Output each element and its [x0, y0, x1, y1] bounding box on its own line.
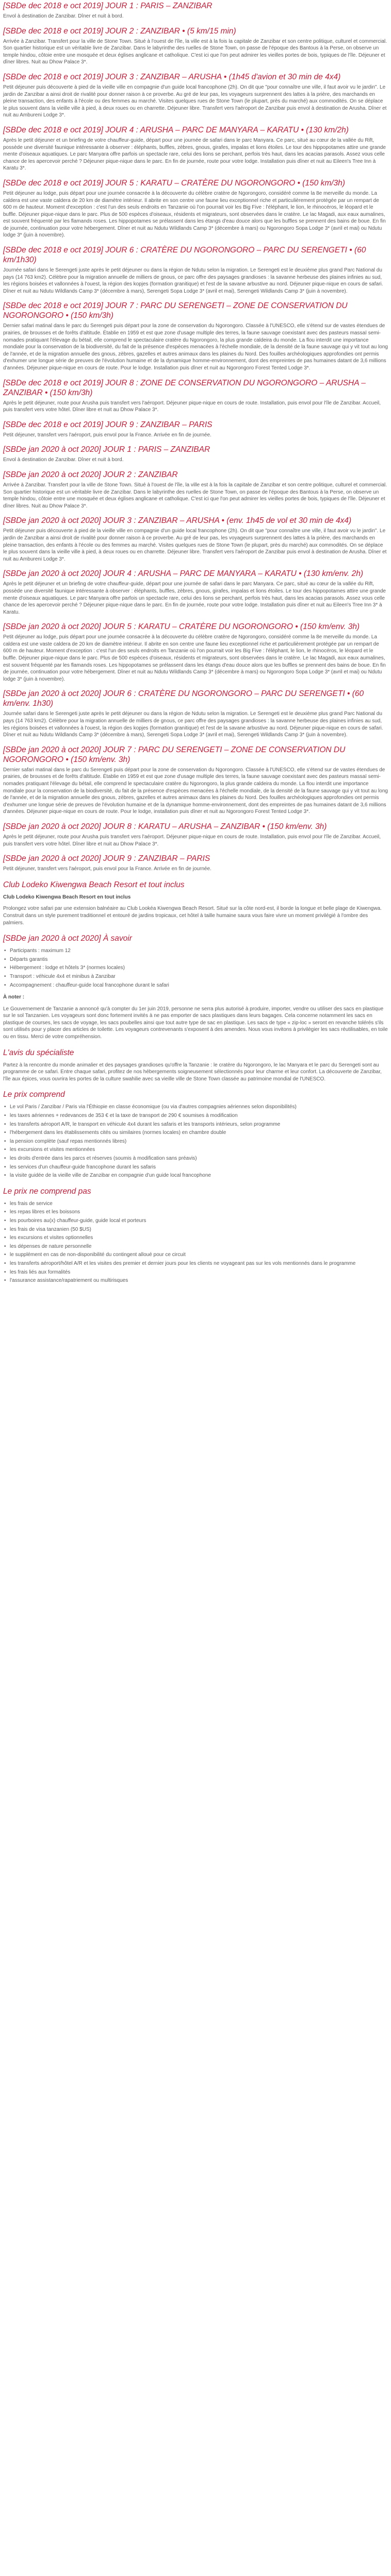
- list-item: [3, 1164, 388, 1171]
- day-description: Arrivée à Zanzibar. Transfert pour la ville de Stone Town. Situé à l'ouest de l'île, la ville est à la fois la capitale de Zanzibar et son centre politique, culturel et commercial. Son quartier historique est un véritable livre de Zanzibar. Dans le labyrinthe des ruelles de Stone Town, on passe de l'époque des Bantous à la Perse, on observe un temple hindou, côtoie entre une mosquée et deux églises anglicane et catholique. C'est ici que l'on peut admirer les vieilles portes de bois, typiques de l'île. Déjeuner et dîner libres. Nuit au Dhow Palace 3*.: [3, 38, 387, 65]
- list-item-text: les droits d'entrée dans les parcs et réserves (soumis à modification sans préavis): [10, 1156, 197, 1161]
- day-title: [SBDe dec 2018 e oct 2019] JOUR 8 : ZONE DE CONSERVATION DU NGORONGORO – ARUSHA – ZANZIBAR • (150 km/3h): [3, 378, 366, 397]
- avis-text: Partez à la rencontre du monde animalier et des paysages grandioses qu'offre la Tanzanie : le cratère du Ngorongoro, le lac Manyara et le parc du Serengeti sont au programme de ce safari. Entre chaque safari, profitez de nos hébergements soigneusement sélectionnés pour leur charme et leur confort. La découverte de Zanzibar, l'île aux épices, vous ouvrira les portes de la culture swahilie avec sa vieille ville de Stone Town classée au patrimoine mondial de l'UNESCO.: [3, 1062, 382, 1082]
- bullet-icon: •: [4, 1243, 6, 1249]
- day-title: [SBDe jan 2020 à oct 2020] JOUR 3 : ZANZIBAR – ARUSHA • (env. 1h45 de vol et 30 min de 4x4): [3, 516, 352, 526]
- list-item-text: Hébergement : lodge et hôtels 3* (normes locales): [10, 965, 125, 971]
- list-item-text: les pourboires au(x) chauffeur-guide, guide local et porteurs: [10, 1217, 146, 1224]
- itinerary-day: [3, 854, 388, 873]
- prix-comprend-pas-title: Le prix ne comprend pas: [3, 1187, 91, 1196]
- day-description: Envol à destination de Zanzibar. Dîner et nuit à bord.: [3, 13, 124, 19]
- list-item: [3, 947, 388, 955]
- itinerary-day: [3, 445, 388, 464]
- bullet-icon: •: [4, 982, 6, 988]
- day-description: Dernier safari matinal dans le parc du Serengeti puis départ pour la zone de conservation du Ngorongoro. Classée à l'UNESCO, elle s'étend sur de vastes étendues de prairies, de brousses et de forêts d'altitude. Établie en 1959 et est que zone d'usage multiple des terres, la faune sauvage coexistant avec des pasteurs massaï semi-nomades pratiquant l'élevage du bétail, elle comprend le spectaculaire cratère du Ngorongoro, la plus grande caldeira du monde. La flou interdit une importance mondiale pour la conservation de la biodiversité, du fait de la présence d'espèces menacées à l'échelle mondiale, de la densité de la faune sauvage qui y vit tout au long de l'année, et de la migration annuelle des gnous, zèbres, gazelles et autres animaux dans les plaines du Nord. Des fouilles archéologiques approfondies ont permis d'exhumer une longue série de preuves de l'évolution humaine et de la dynamique homme-environnement, dont des empreintes de pas humaines datant de 3,6 millions d'années. Déjeuner pique-nique en cours de route. Pour le lodge, installation puis dîner et nuit au Ngorongoro Forest Tented Lodge 3*.: [3, 767, 388, 815]
- day-description: Petit déjeuner puis découverte à pied de la vieille ville en compagnie d'un guide local francophone (2h). On dit que "pour connaître une ville, il faut avoir vu le jardin". Le jardin de Zanzibar a ainsi droit de rivalité pour donner raison à ce proverbe. Au gré de leur pas, les voyageurs surprennent des lattes à la prière, des marchands en pleine transaction, des enfants à l'école ou des femmes au marché. Visites quelques rues de Stone Town (le plupart, près du marché) aux commodités. On se déplace le plus souvent dans la vieille ville à pied, à deux roues ou en charrette. Déjeuner libre. Transfert vers l'aéroport de Zanzibar puis envol à destination de Arusha. Dîner et nuit au Ambureni Lodge 3*.: [3, 528, 387, 562]
- avis-title: L'avis du spécialiste: [3, 1048, 74, 1057]
- bullet-icon: •: [4, 1260, 6, 1266]
- list-item-text: Transport : véhicule 4x4 et minibus à Zanzibar: [10, 973, 116, 979]
- list-item-text: Accompagnement : chauffeur-guide local francophone durant le safari: [10, 982, 169, 988]
- day-title: [SBDe jan 2020 à oct 2020] JOUR 1 : PARIS – ZANZIBAR: [3, 445, 210, 454]
- day-title: [SBDe dec 2018 e oct 2019] JOUR 6 : CRATÈRE DU NGORONGORO – PARC DU SERENGETI • (60 km/1h30): [3, 246, 366, 265]
- list-item-text: Départs garantis: [10, 956, 48, 962]
- bullet-icon: •: [4, 1200, 6, 1207]
- itinerary-day: [3, 178, 388, 239]
- bullet-icon: •: [4, 1209, 6, 1215]
- list-item-text: l'hébergement dans les établissements cités ou similaires (normes locales) en chambre double: [10, 1130, 226, 1136]
- day-title: [SBDe dec 2018 e oct 2019] JOUR 4 : ARUSHA – PARC DE MANYARA – KARATU • (130 km/2h): [3, 125, 349, 134]
- itinerary-day: [3, 470, 388, 510]
- day-description: Petit déjeuner puis découverte à pied de la vieille ville en compagnie d'un guide local francophone (2h). On dit que "pour connaître une ville, il faut avoir vu le jardin". Le jardin de Zanzibar a ainsi droit de rivalité pour donner raison à ce proverbe. Au gré de leur pas, les voyageurs surprennent des lattes à la prière, des marchands en pleine transaction, des enfants à l'école ou des femmes au marché. Visites quelques rues de Stone Town (le plupart, près du marché) aux commodités. On se déplace le plus souvent dans la vieille ville à pied, à deux roues ou en charrette. Déjeuner libre. Transfert vers l'aéroport de Zanzibar puis envol à destination de Arusha. Dîner et nuit au Ambureni Lodge 3*.: [3, 84, 387, 118]
- day-title: [SBDe dec 2018 e oct 2019] JOUR 1 : PARIS – ZANZIBAR: [3, 2, 213, 10]
- club-section: [3, 880, 388, 926]
- day-title: [SBDe dec 2018 e oct 2019] JOUR 3 : ZANZIBAR – ARUSHA • (1h45 d'avion et 30 min de 4x4): [3, 72, 341, 81]
- day-title: [SBDe jan 2020 à oct 2020] JOUR 6 : CRATÈRE DU NGORONGORO – PARC DU SERENGETI • (60 km/env. 1h30): [3, 689, 364, 708]
- itinerary-day: [3, 125, 388, 172]
- day-description: Journée safari dans le Serengeti juste après le petit déjeuner ou dans la région de Ndutu selon la migration. Le Serengeti est le deuxième plus grand Parc National du pays (14 763 km2). Célèbre pour la migration annuelle de milliers de gnous, ce parc offre des paysages grandioses : la savanne herbeuse des plaines infinies au sud, les régions boisées et vallonnées à l'ouest, la région des kopjes (formation granitique) et l'est de la savane arbustive au nord. Déjeuner pique-nique en cours de safari. Dîner et nuit au Ndutu Wildlands Camp 3* (décembre à mars), Serengeti Sopa Lodge 3* (avril et mai), Serengeti Wildlands Camp 3* (juin à novembre).: [3, 267, 383, 294]
- day-title: [SBDe jan 2020 à oct 2020] JOUR 9 : ZANZIBAR – PARIS: [3, 854, 210, 863]
- prix-comprend-title: Le prix comprend: [3, 1090, 65, 1099]
- list-item: [3, 973, 388, 980]
- list-item-text: la pension complète (sauf repas mentionnés libres): [10, 1138, 127, 1144]
- list-item-text: l'assurance assistance/rapatriement ou multirisques: [10, 1278, 128, 1284]
- bullet-icon: •: [4, 1217, 6, 1224]
- list-item: [3, 1172, 388, 1179]
- itinerary-day: [3, 1, 388, 20]
- itinerary-day: [3, 745, 388, 816]
- bullet-icon: •: [4, 1173, 6, 1179]
- bullet-icon: •: [4, 1113, 6, 1119]
- list-item: [3, 964, 388, 972]
- bullet-icon: •: [4, 956, 6, 962]
- list-item-text: les services d'un chauffeur-guide francophone durant les safaris: [10, 1164, 156, 1170]
- bullet-icon: •: [4, 1138, 6, 1144]
- itinerary-day: [3, 26, 388, 66]
- day-title: [SBDe dec 2018 e oct 2019] JOUR 5 : KARATU – CRATÈRE DU NGORONGORO • (150 km/3h): [3, 178, 345, 188]
- list-item: [3, 1277, 388, 1284]
- bullet-icon: •: [4, 1252, 6, 1258]
- bullet-icon: •: [4, 1130, 6, 1136]
- day-title: [SBDe jan 2020 à oct 2020] JOUR 2 : ZANZIBAR: [3, 470, 178, 479]
- bullet-icon: •: [4, 1235, 6, 1241]
- bullet-icon: •: [4, 1156, 6, 1161]
- bullet-icon: •: [4, 1269, 6, 1275]
- list-item-text: les transferts aéroport/hôtel A/R et les visites des premier et dernier jours pour les clients ne voyageant pas sur les vols mentionnés dans le programme: [10, 1260, 356, 1266]
- itinerary: [3, 1, 388, 873]
- club-subtitle: Club Lodeko Kiwengwa Beach Resort en tout inclus: [3, 894, 131, 900]
- day-description: Après le petit déjeuner, route pour Arusha puis transfert vers l'aéroport. Déjeuner pique-nique en cours de route. Installation, puis envol pour l'île de Zanzibar. Accueil, puis transfert vers votre hôtel. Dîner libre et nuit au Dhow Palace 3*.: [3, 834, 381, 847]
- list-item: [3, 1234, 388, 1242]
- itinerary-day: [3, 822, 388, 848]
- list-item-text: les dépenses de nature personnelle: [10, 1243, 92, 1249]
- bullet-icon: •: [4, 1104, 6, 1110]
- savoir-note: Le Gouvernement de Tanzanie a annoncé qu'à compter du 1er juin 2019, personne ne serra plus autorisé à produire, importer, vendre ou utiliser des sacs en plastique sur le sol Tanzanien. Les voyageurs sont donc fortement invités à ne pas emporter de sacs plastiques dans leurs bagages. Cela concerne notamment les sacs en plastique de courses, les sacs de voyage, les sacs poubelles ainsi que tout autre type de sac en plastique. Les sacs de type « zip-loc » seront en revanche tolérés s'ils sont utilisés pour y placer des articles de toilette. Les voyageurs contrevenants s'exposent à des amendes. Nous vous invitons à privilégier les sacs réutilisables, en toile ou en tissu. Merci de votre compréhension.: [3, 1006, 388, 1040]
- prix-comprend-section: [3, 1090, 388, 1179]
- itinerary-day: [3, 301, 388, 371]
- day-description: Petit déjeuner, transfert vers l'aéroport, puis envol pour la France. Arrivée en fin de journée.: [3, 432, 211, 438]
- list-item: [3, 956, 388, 963]
- day-title: [SBDe dec 2018 e oct 2019] JOUR 7 : PARC DU SERENGETI – ZONE DE CONSERVATION DU NGORONGORO • (150 km/3h): [3, 301, 348, 320]
- list-item-text: les transferts aéroport A/R, le transport en véhicule 4x4 durant les safaris et les transports intérieurs, selon programme: [10, 1121, 281, 1127]
- day-description: Dernier safari matinal dans le parc du Serengeti puis départ pour la zone de conservation du Ngorongoro. Classée à l'UNESCO, elle s'étend sur de vastes étendues de prairies, de brousses et de forêts d'altitude. Établie en 1959 et est que zone d'usage multiple des terres, la faune sauvage coexistant avec des pasteurs massaï semi-nomades pratiquant l'élevage du bétail, elle comprend le spectaculaire cratère du Ngorongoro, la plus grande caldeira du monde. La flou interdit une importance mondiale pour la conservation de la biodiversité, du fait de la présence d'espèces menacées à l'échelle mondiale, de la densité de la faune sauvage qui y vit tout au long de l'année, et de la migration annuelle des gnous, zèbres, gazelles et autres animaux dans les plaines du Nord. Des fouilles archéologiques approfondies ont permis d'exhumer une longue série de preuves de l'évolution humaine et de la dynamique homme-environnement, dont des empreintes de pas humaines datant de 3,6 millions d'années. Déjeuner pique-nique en cours de route. Pour le lodge. Installation puis dîner et nuit au Ngorongoro Forest Tented Lodge 3*.: [3, 323, 388, 371]
- itinerary-day: [3, 378, 388, 414]
- savoir-list: [3, 947, 388, 989]
- list-item: [3, 1217, 388, 1225]
- bullet-icon: •: [4, 1226, 6, 1232]
- list-item: [3, 1146, 388, 1154]
- itinerary-day: [3, 689, 388, 738]
- list-item-text: les excursions et visites mentionnées: [10, 1147, 95, 1153]
- avis-section: [3, 1048, 388, 1083]
- club-title: Club Lodeko Kiwengwa Beach Resort et tout inclus: [3, 880, 185, 889]
- list-item-text: le supplément en cas de non-disponibilité du contingent alloué pour ce circuit: [10, 1252, 186, 1258]
- list-item: [3, 1243, 388, 1250]
- list-item-text: les taxes aériennes + redevances de 353 € et la taxe de transport de 290 € soumises à modification: [10, 1113, 238, 1119]
- itinerary-day: [3, 245, 388, 295]
- day-title: [SBDe dec 2018 e oct 2019] JOUR 9 : ZANZIBAR – PARIS: [3, 420, 213, 429]
- list-item-text: les frais liés aux formalités: [10, 1269, 71, 1275]
- list-item-text: les repas libres et les boissons: [10, 1209, 80, 1215]
- list-item: [3, 1121, 388, 1128]
- list-item-text: les frais de visa tanzanien (50 $US): [10, 1226, 91, 1232]
- bullet-icon: •: [4, 973, 6, 979]
- list-item: [3, 1112, 388, 1120]
- day-description: Petit déjeuner au lodge, puis départ pour une journée consacrée à la découverte du célèbre cratère de Ngorongoro, considéré comme la 8e merveille du monde. La caldera est une vaste caldera de 20 km de diamètre intérieur. Il abrite en son centre une faune lieu exceptionnel riche et particulièrement protégée par un rempart de 600 m de hauteur. Moment d'exception : c'est l'un des seuls endroits en Tanzanie où l'on pourrait voir les Big Five : l'éléphant, le lion, le rhinocéros, le léopard et le buffle. Déjeuner pique-nique dans le parc. Plus de 500 espèces d'oiseaux, résidents et migrateurs, sont observées dans le cratère. Le lac Magadi, aux eaux aumalines, est souvent fréquenté par les flamands roses. Les hippopotames se prélassent dans les étangs d'eau douce alors que les buffles se prennent des bains de boue. En fin de journée, continuation pour votre hébergement. Dîner et nuit au Ndutu Wildlands Camp 3* (décembre à mars) ou Ngorongoro Sopa Lodge 3* (avril et mai) ou Ndutu lodge 3* (juin à novembre).: [3, 190, 386, 239]
- day-description: Envol à destination de Zanzibar. Dîner et nuit à bord.: [3, 457, 124, 463]
- savoir-section: [3, 934, 388, 1041]
- day-description: Petit déjeuner, transfert vers l'aéroport, puis envol pour la France. Arrivée en fin de journée.: [3, 866, 211, 872]
- list-item-text: Participants : maximum 12: [10, 948, 71, 954]
- list-item: [3, 1155, 388, 1162]
- list-item: [3, 1200, 388, 1208]
- itinerary-day: [3, 516, 388, 563]
- list-item-text: la visite guidée de la vieille ville de Zanzibar en compagnie d'un guide local francophone: [10, 1173, 211, 1179]
- bullet-icon: •: [4, 965, 6, 971]
- day-title: [SBDe jan 2020 à oct 2020] JOUR 8 : KARATU – ARUSHA – ZANZIBAR • (150 km/env. 3h): [3, 822, 327, 831]
- day-title: [SBDe dec 2018 e oct 2019] JOUR 2 : ZANZIBAR • (5 km/15 min): [3, 26, 236, 36]
- day-title: [SBDe jan 2020 à oct 2020] JOUR 5 : KARATU – CRATÈRE DU NGORONGORO • (150 km/env. 3h): [3, 622, 360, 632]
- day-description: Après le petit déjeuner, route pour Arusha puis transfert vers l'aéroport. Déjeuner pique-nique en cours de route. Installation, puis envol pour l'île de Zanzibar. Accueil, puis transfert vers votre hôtel. Dîner libre et nuit au Dhow Palace 3*.: [3, 400, 381, 413]
- bullet-icon: •: [4, 948, 6, 954]
- list-item-text: Le vol Paris / Zanzibar / Paris via l'Éthiopie en classe économique (ou via d'autres compagnies aériennes selon disponibilités): [10, 1104, 297, 1110]
- prix-comprend-pas-list: [3, 1200, 388, 1284]
- list-item: [3, 1209, 388, 1216]
- day-description: Après le petit déjeuner et un briefing de votre chauffeur-guide, départ pour une journée de safari dans le parc Manyara. Ce parc, situé au cœur de la vallée du Rift, possède une diversité faunique intéressante à observer : éléphants, buffles, zèbres, gnous, girafes, impalas et lions étoiles. Le tour des hippopotames attire une grande mente d'oiseaux aquatiques. Le parc Manyara offre parfois un spectacle rare, celui des lions se perchant, perfois très haut, dans les acacias parasols. Assez vous celle chance de les apercevoir perché ? Déjeuner pique-nique dans le parc. En fin de journée, route pour votre lodge. Installation puis dîner et nuit au Eileen's Tree Inn 3* à Karatu.: [3, 581, 386, 615]
- list-item-text: les excursions et visites optionnelles: [10, 1235, 93, 1241]
- itinerary-day: [3, 72, 388, 119]
- bullet-icon: •: [4, 1164, 6, 1170]
- list-item: [3, 1104, 388, 1111]
- prix-comprend-pas-section: [3, 1187, 388, 1284]
- list-item: [3, 1269, 388, 1276]
- list-item: [3, 1129, 388, 1137]
- list-item: [3, 1226, 388, 1233]
- list-item: [3, 1138, 388, 1145]
- list-item: [3, 1260, 388, 1267]
- day-description: Arrivée à Zanzibar. Transfert pour la ville de Stone Town. Situé à l'ouest de l'île, la ville est à la fois la capitale de Zanzibar et son centre politique, culturel et commercial. Son quartier historique est un véritable livre de Zanzibar. Dans le labyrinthe des ruelles de Stone Town, on passe de l'époque des Bantous à la Perse, on observe un temple hindou, côtoie entre une mosquée et deux églises anglicane et catholique. C'est ici que l'on peut admirer les vieilles portes de bois, typiques de l'île. Déjeuner et dîner libres. Nuit au Dhow Palace 3*.: [3, 482, 387, 509]
- day-title: [SBDe jan 2020 à oct 2020] JOUR 4 : ARUSHA – PARC DE MANYARA – KARATU • (130 km/env. 2h): [3, 569, 364, 579]
- itinerary-day: [3, 622, 388, 683]
- itinerary-day: [3, 420, 388, 439]
- bullet-icon: •: [4, 1278, 6, 1284]
- savoir-note-label: À noter :: [3, 994, 25, 1001]
- day-title: [SBDe jan 2020 à oct 2020] JOUR 7 : PARC DU SERENGETI – ZONE DE CONSERVATION DU NGORONGORO • (150 km/env. 3h): [3, 745, 346, 764]
- bullet-icon: •: [4, 1121, 6, 1127]
- list-item-text: les frais de service: [10, 1200, 53, 1207]
- club-text: Prolongez votre safari par une extension balnéaire au Club Lookéa Kiwengwa Beach Resort. Situé sur la côte nord-est, il borde la longue et belle plage de Kiwengwa. Construit dans un style purement traditionnel et entouré de jardins tropicaux, cet hôtel à taille humaine saura vous faire vivre un moment privilégié à l'ombre des palmiers.: [3, 906, 382, 926]
- bullet-icon: •: [4, 1147, 6, 1153]
- savoir-title: [SBDe jan 2020 à oct 2020] À savoir: [3, 934, 132, 943]
- day-description: Journée safari dans le Serengeti juste après le petit déjeuner ou dans la région de Ndutu selon la migration. Le Serengeti est le deuxième plus grand Parc National du pays (14 763 km2). Célèbre pour la migration annuelle de milliers de gnous, ce parc offre des paysages grandioses : la savanne herbeuse des plaines infinies au sud, les régions boisées et vallonnées à l'ouest, la région des kopjes (formation granitique) et l'est de la savane arbustive au nord. Déjeuner pique-nique en cours de safari. Dîner et nuit au Ndutu Wildlands Camp 3* (décembre à mars), Serengeti Sopa Lodge 3* (avril et mai), Serengeti Wildlands Camp 3* (juin à novembre).: [3, 711, 383, 738]
- day-description: Petit déjeuner au lodge, puis départ pour une journée consacrée à la découverte du célèbre cratère de Ngorongoro, considéré comme la 8e merveille du monde. La caldera est une vaste caldera de 20 km de diamètre intérieur. Il abrite en son centre une faune lieu exceptionnel riche et particulièrement protégée par un rempart de 600 m de hauteur. Moment d'exception : c'est l'un des seuls endroits en Tanzanie où l'on pourrait voir les Big Five : l'éléphant, le lion, le rhinocéros, le léopard et le buffle. Déjeuner pique-nique dans le parc. Plus de 500 espèces d'oiseaux, résidents et migrateurs, sont observées dans le cratère. Le lac Magadi, aux eaux aumalines, est souvent fréquenté par les flamands roses. Les hippopotames se prélassent dans les étangs d'eau douce alors que les buffles se prennent des bains de boue. En fin de journée, continuation pour votre hébergement. Dîner et nuit au Ndutu Wildlands Camp 3* (décembre à mars) ou Ngorongoro Sopa Lodge 3* (avril et mai) ou Ndutu lodge 3* (juin à novembre).: [3, 634, 386, 682]
- prix-comprend-list: [3, 1104, 388, 1179]
- itinerary-day: [3, 569, 388, 616]
- list-item: [3, 1251, 388, 1259]
- day-description: Après le petit déjeuner et un briefing de votre chauffeur-guide, départ pour une journée de safari dans le parc Manyara. Ce parc, situé au cœur de la vallée du Rift, possède une diversité faunique intéressante à observer : éléphants, buffles, zèbres, gnous, girafes, impalas et lions étoiles. Le tour des hippopotames attire une grande mente d'oiseaux aquatiques. Le parc Manyara offre parfois un spectacle rare, celui des lions se perchant, perfois très haut, dans les acacias parasols. Assez vous celle chance de les apercevoir perché ? Déjeuner pique-nique dans le parc. En fin de journée, route pour votre lodge. Installation puis dîner et nuit au Eileen's Tree Inn à Karatu 3*.: [3, 137, 386, 172]
- list-item: [3, 982, 388, 989]
